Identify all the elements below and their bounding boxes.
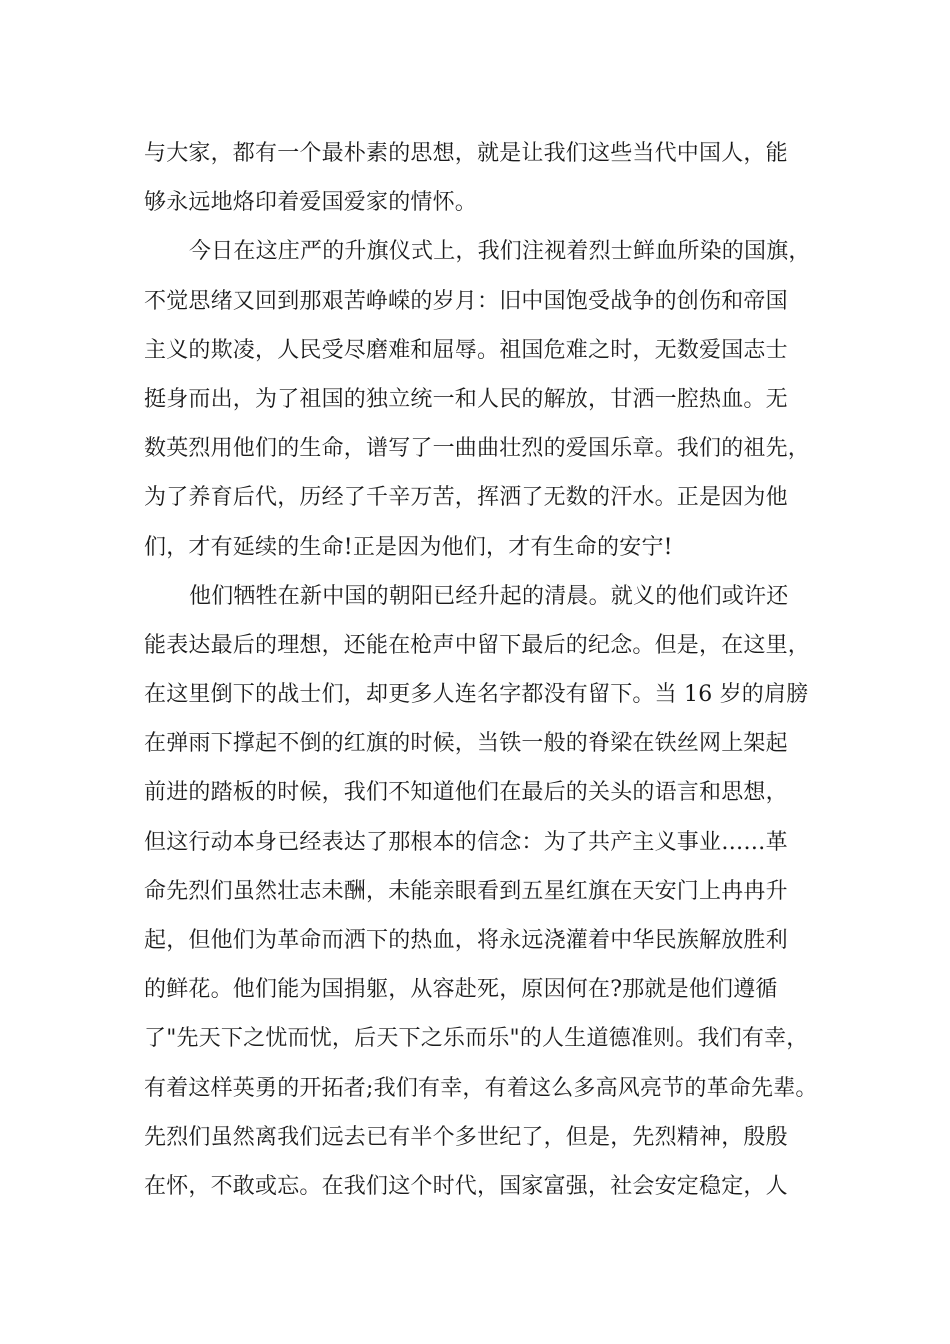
text-line: 与大家，都有一个最朴素的思想，就是让我们这些当代中国人，能: [144, 141, 788, 166]
text-line: 了"先天下之忧而忧，后天下之乐而乐"的人生道德准则。我们有幸，: [144, 1026, 809, 1052]
text-line: 前进的踏板的时候，我们不知道他们在最后的关头的语言和思想，: [144, 780, 788, 806]
body-text: [144, 129, 824, 1211]
text-line: 命先烈们虽然壮志未酬，未能亲眼看到五星红旗在天安门上冉冉升: [144, 878, 788, 904]
text-line: 挺身而出，为了祖国的独立统一和人民的解放，甘洒一腔热血。无: [144, 386, 788, 412]
text-line: 有着这样英勇的开拓者;我们有幸，有着这么多高风亮节的革命先辈。: [144, 1075, 818, 1101]
text-line: 为了养育后代，历经了千辛万苦，挥洒了无数的汗水。正是因为他: [144, 485, 788, 511]
text-line: 数英烈用他们的生命，谱写了一曲曲壮烈的爱国乐章。我们的祖先，: [144, 436, 811, 462]
text-line: 起，但他们为革命而洒下的热血，将永远浇灌着中华民族解放胜利: [144, 928, 788, 953]
text-line: 够永远地烙印着爱国爱家的情怀。: [144, 190, 478, 216]
text-line: 在怀，不敢或忘。在我们这个时代，国家富强，社会安定稳定，人: [144, 1173, 788, 1199]
text-line: 在弹雨下撑起不倒的红旗的时候，当铁一般的脊梁在铁丝网上架起: [144, 731, 788, 757]
text-line: 主义的欺凌，人民受尽磨难和屈辱。祖国危难之时，无数爱国志士: [144, 337, 788, 363]
paragraph-start-line: 今日在这庄严的升旗仪式上，我们注视着烈士鲜血所染的国旗，: [189, 239, 811, 265]
text-line: 能表达最后的理想，还能在枪声中留下最后的纪念。但是，在这里，: [144, 632, 811, 658]
text-line: 们，才有延续的生命!正是因为他们，才有生命的安宁!: [144, 534, 673, 560]
text-line: 的鲜花。他们能为国捐躯，从容赴死，原因何在?那就是他们遵循: [144, 977, 778, 1003]
text-line: 但这行动本身已经表达了那根本的信念：为了共产主义事业……革: [144, 829, 788, 855]
text-line: 不觉思绪又回到那艰苦峥嵘的岁月：旧中国饱受战争的创伤和帝国: [144, 288, 788, 314]
text-line: 在这里倒下的战士们，却更多人连名字都没有留下。当 16 岁的肩膀: [144, 682, 809, 708]
text-line: 先烈们虽然离我们远去已有半个多世纪了，但是，先烈精神，殷殷: [144, 1124, 788, 1150]
paragraph-start-line: 他们牺牲在新中国的朝阳已经升起的清晨。就义的他们或许还: [189, 583, 789, 609]
